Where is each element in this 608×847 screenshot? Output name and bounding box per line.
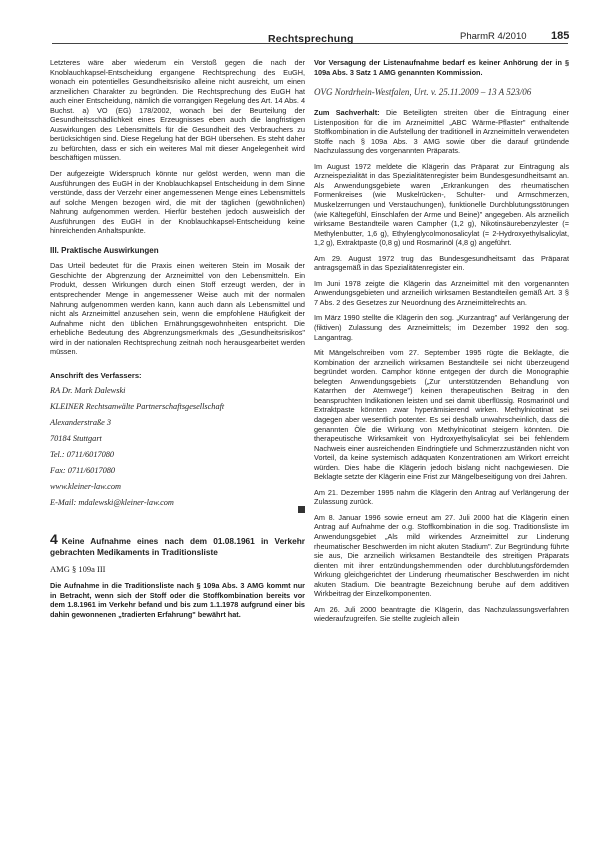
author-street: Alexanderstraße 3 bbox=[50, 418, 112, 428]
author-website: www.kleiner-law.com bbox=[50, 482, 121, 492]
author-name: RA Dr. Mark Dalewski bbox=[50, 386, 126, 396]
sachverhalt-text: Die Beteiligten streiten über die Eintragung einer Listenposition für die im Arzneimittel „ABC Wärme-Pflaster" enthaltende Stoffkombination in die Aufstellung der traditionell in Arzneimitteln verwendeten Stoffe nach § 109a Abs. 3 AMG sowie über die darauf gründende Nachzulassung des vorgenannten Präparats. bbox=[314, 108, 569, 156]
author-firm: KLEINER Rechtsanwälte Partnerschaftsgesellschaft bbox=[50, 402, 225, 412]
author-fax: Fax: 0711/6017080 bbox=[50, 466, 116, 476]
right-column bbox=[314, 58, 569, 630]
sachverhalt-paragraph bbox=[314, 108, 569, 156]
author-email: E-Mail: mdalewski@kleiner-law.com bbox=[50, 498, 174, 508]
paragraph: Im März 1990 stellte die Klägerin den sog. „Kurzantrag" auf Verlängerung der (fiktiven) Zulassung des Arzneimittels; im Dezember 1992 den sog. Langantrag. bbox=[314, 313, 569, 342]
paragraph: Am 21. Dezember 1995 nahm die Klägerin den Antrag auf Verlängerung der Zulassung zurück. bbox=[314, 487, 569, 507]
author-heading: Anschrift des Verfassers: bbox=[50, 370, 142, 380]
paragraph: Das Urteil bedeutet für die Praxis einen weiteren Stein im Mosaik der Geschichte der Abgrenzung der Arzneimittel von den Lebensmitteln. Ein Produkt, dessen Wirkungen durch einen Stoff erzeugt werden, der in entsprechender Menge in angemessener Weise auch mit der normalen Nahrung aufgenommen werden kann, kann auch dann als Lebensmittel und nicht als Arzneimittel anzusehen sein, wenn die empfohlene Häufigkeit der Aufnahme nicht den üblichen Ernährungsgewohnheiten entspricht. Die erhebliche Bedeutung des Abgrenzungsmerkmals des „Gesundheitsrisikos" wird in der nationalen Rechtsprechung zeitnah noch herausgearbeitet werden müssen. bbox=[50, 261, 305, 357]
end-of-article-marker bbox=[298, 506, 305, 513]
paragraph: Am 8. Januar 1996 sowie erneut am 27. Juli 2000 hat die Klägerin einen Antrag auf Aufnahme der o.g. Stoffkombination in die sog. Traditionsliste im Anwendungsgebiet „Als mild wirkendes Arzneimittel zur Linderung rheumatischer Beschwerden im nicht akuten Stadium". Zur Begründung führte sie aus, Die arzneilich wirksamen Bestandteile des streitigen Präparats dienten mit ihrer entzündungshemmenden oder durchblutungsfördernden Wirkung gleichgerichtet der Linderung rheumatischer Beschwerden im nicht akuten Stadium. Die beantragte Bezeichnung beruhe auf dem additiven Wirkbeitrag der Einzelkomponenten. bbox=[314, 512, 569, 599]
running-header-title: Rechtsprechung bbox=[268, 33, 354, 45]
paragraph: Mit Mängelschreiben vom 27. September 1995 rügte die Beklagte, die Kombination der arzneilich wirksamen Bestandteile sei nicht überzeugend begründet worden. Camphor könne entgegen der durch die Monographie belegten Anwendungsgebiets („Zur unterstützenden Behandlung von Katarrhen der Atemwege") keinen therapeutischen Beitrag in den beanspruchten Indikationen leisten und sei damit überflüssig. Rosmarinöl und Extraktpaste könnten zwar hyperämisierend wirken. Methylnicotinat sei dagegen aber wesentlich potenter. Es sei deshalb unwahrscheinlich, dass die genannten Öle die Wirkung von Methylnicotinat steigern könnten. Die therapeutische Wirksamkeit von Hydroxyethylsalicylat sei bei fehlendem Nachweis einer ausreichenden Eindringtiefe und Schmerzzuständen nicht von Vorteil, da keine systemisch adäquaten Konzentrationen am Wirkort erreicht würden. Dies habe die Klägerin jedoch bislang nicht nachgewiesen. Die Beklagte setzte der Klägerin eine Frist zur Mängelbeseitigung von drei Jahren. bbox=[314, 348, 569, 482]
paragraph: Der aufgezeigte Widerspruch könnte nur gelöst werden, wenn man die Ausführungen des EuGH in der Knoblauchkapsel Entscheidung in dem Sinne verstünde, dass der Verzehr einer angemessenen Menge eines Lebensmittels auf solche Mengen bezogen wird, die mit der täglichen (gewöhnlichen) Nahrung aufgenommen werden. Hierfür bestehen jedoch ausweislich der Ausführungen des EuGH in der Knoblauchkapsel-Entscheidung keine hinreichenden Anhaltspunkte. bbox=[50, 169, 305, 236]
paragraph: Im August 1972 meldete die Klägerin das Präparat zur Eintragung als Arzneispezialität in das Spezialitätenregister beim Bundesgesundheitsamt an. Als Anwendungsgebiete waren „Erkrankungen des rheumatischen Formenkreises (wie Muskelrücken-, Schulter- und Armschmerzen, Muskelzerrungen und Verstauchungen), funktionelle Durchblutungsstörungen (wie Kältegefühl, Einschlafen der Arme und Beine)" angegeben. Als arzneilich wirksame Bestandteile waren Campher (1,2 g), Nikotinsäurebenzylester (= Methylenbutter, 1,6 g), Ethylenglycolmonosalicylat (= 2-Hydroxyethylsalicylat, 1,2 g), Extraktpaste (0,8 g) und Rosmarinöl (4,8 g) angeführt. bbox=[314, 161, 569, 248]
author-city: 70184 Stuttgart bbox=[50, 434, 102, 444]
case-heading bbox=[50, 531, 305, 557]
leitsatz-continuation: Vor Versagung der Listenaufnahme bedarf es keiner Anhörung der in § 109a Abs. 3 Satz 1 AMG genannten Kommission. bbox=[314, 58, 569, 77]
court-citation: OVG Nordrhein-Westfalen, Urt. v. 25.11.2009 – 13 A 523/06 bbox=[314, 87, 532, 98]
author-phone: Tel.: 0711/6017080 bbox=[50, 450, 115, 460]
case-leitsatz: Die Aufnahme in die Traditionsliste nach § 109a Abs. 3 AMG kommt nur in Betracht, wenn sich der Stoff oder die Stoffkombination bereits vor dem 1.8.1961 im Verkehr befand und bis zum 1.1.1978 aufgrund einer bis dahin gewonnenen „tradierten Erfahrung" bewährt hat. bbox=[50, 580, 305, 619]
journal-reference: PharmR 4/2010 bbox=[460, 31, 527, 42]
paragraph: Letzteres wäre aber wiederum ein Verstoß gegen die nach der Knoblauchkapsel-Entscheidung ergangene Rechtsprechung des EuGH, wonach ein potentielles Gesundheitsrisiko alleine nicht ausreicht, um einen arzneilichen Charakter zu begründen. Die Rechtsprechung des EuGH hat auch einer Entscheidung, nämlich die vorrangigen Regelung des Art. 14 Abs. 4 Buchst. a) VO (EG) 178/2002, wonach bei der Beurteilung der Gesundheitsschädlichkeit eines Erzeugnisses eben auch die langfristigen Auswirkungen des Lebensmittels für die Gesundheit des Verbrauchers zu berücksichtigen sind. Diese Regelung hat der BGH übersehen. Es steht daher zu befürchten, dass er sich ein weiteres Mal mit dieser Angelegenheit wird beschäftigen müssen. bbox=[50, 58, 305, 163]
left-column bbox=[50, 58, 305, 625]
case-number: 4 bbox=[50, 531, 58, 548]
case-title: Keine Aufnahme eines nach dem 01.08.1961 in Verkehr gebrachten Medikaments in Traditionsliste bbox=[50, 536, 305, 557]
section-heading: III. Praktische Auswirkungen bbox=[50, 245, 159, 255]
case-statute-reference: AMG § 109a III bbox=[50, 564, 106, 575]
paragraph: Am 29. August 1972 trug das Bundesgesundheitsamt das Präparat antragsgemäß in das Spezialitätenregister ein. bbox=[314, 253, 569, 273]
sachverhalt-label: Zum Sachverhalt: bbox=[314, 108, 380, 118]
paragraph: Am 26. Juli 2000 beantragte die Klägerin, das Nachzulassungsverfahren wiederaufzugreifen. Sie stellte zugleich allein bbox=[314, 604, 569, 624]
paragraph: Im Juni 1978 zeigte die Klägerin das Arzneimittel mit den vorgenannten Anwendungsgebieten und arzneilich wirksamen Bestandteilen gemäß Art. 3 § 7 Abs. 2 des Gesetzes zur Neuordnung des Arzneimittelrechts an. bbox=[314, 278, 569, 307]
page-number: 185 bbox=[551, 30, 570, 42]
